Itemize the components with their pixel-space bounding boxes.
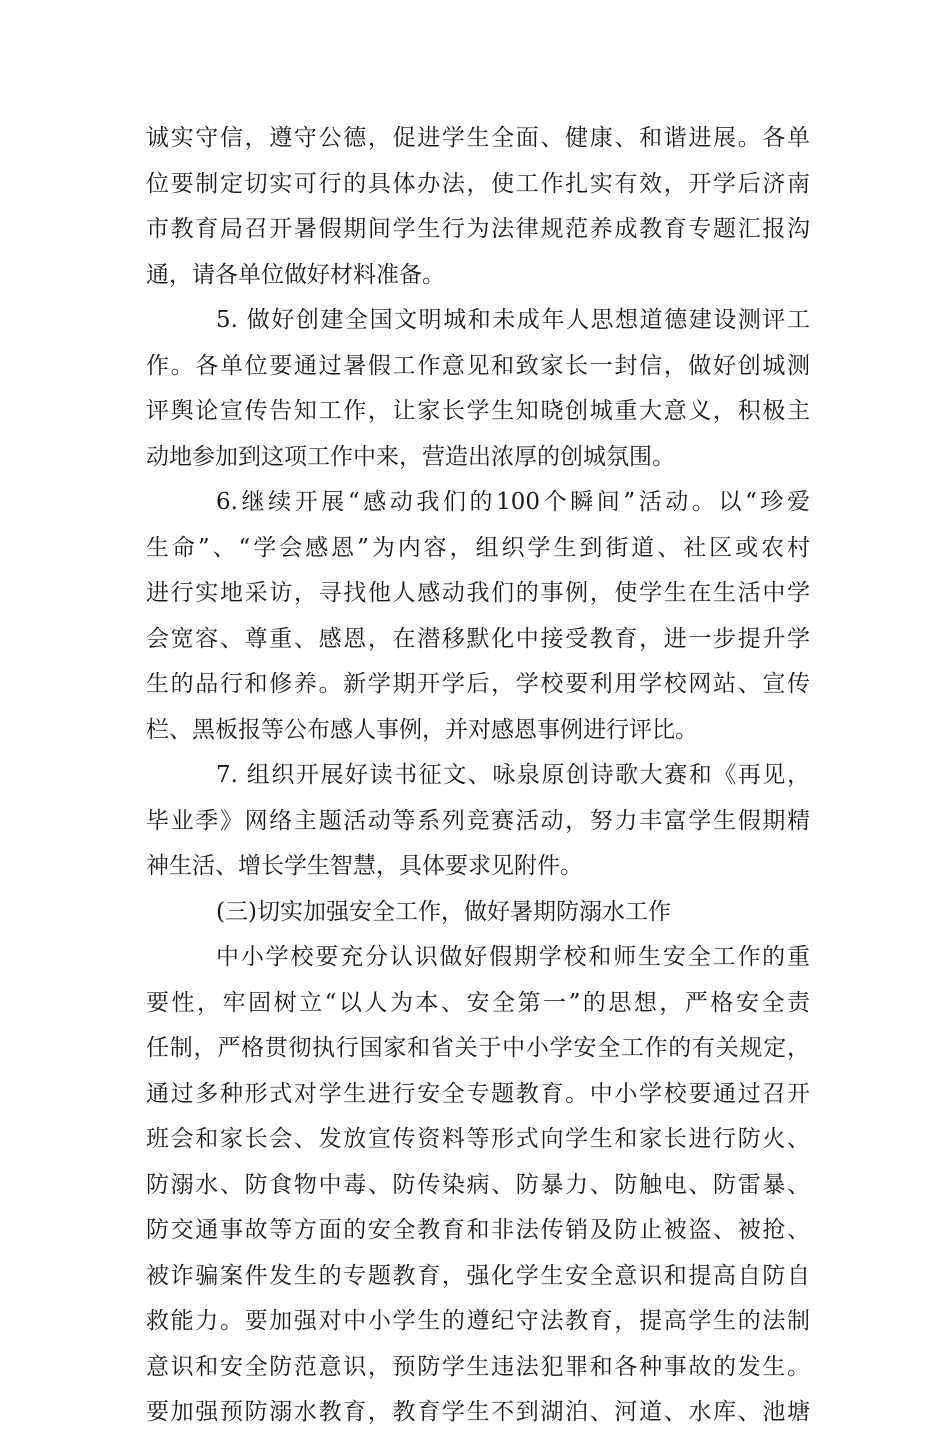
text-line: 位要制定切实可行的具体办法，使工作扎实有效，开学后济南	[146, 170, 810, 197]
text-line: 5. 做好创建全国文明城和未成年人思想道德建设测评工	[216, 307, 810, 333]
text-line: 防交通事故等方面的安全教育和非法传销及防止被盗、被抢、	[146, 1217, 810, 1243]
text-line: 生的品行和修养。新学期开学后，学校要利用学校网站、宣传	[146, 671, 810, 697]
text-line: 栏、黑板报等公布感人事例，并对感恩事例进行评比。	[146, 716, 698, 743]
text-line: 市教育局召开暑假期间学生行为法律规范养成教育专题汇报沟	[146, 216, 810, 242]
text-line: 7. 组织开展好读书征文、咏泉原创诗歌大赛和《再见，	[216, 762, 810, 788]
text-line: 意识和安全防范意识，预防学生违法犯罪和各种事故的发生。	[146, 1353, 810, 1380]
text-line: 中小学校要充分认识做好假期学校和师生安全工作的重	[216, 944, 810, 970]
document-body	[146, 116, 810, 1436]
text-line: 被诈骗案件发生的专题教育，强化学生安全意识和提高自防自	[146, 1262, 810, 1289]
text-line: 要加强预防溺水教育，教育学生不到湖泊、河道、水库、池塘	[146, 1399, 810, 1425]
text-line: 通，请各单位做好材料准备。	[146, 261, 445, 288]
text-line: 评舆论宣传告知工作，让家长学生知晓创城重大意义，积极主	[146, 398, 810, 424]
text-line: 通过多种形式对学生进行安全专题教育。中小学校要通过召开	[146, 1080, 810, 1107]
text-line: 任制，严格贯彻执行国家和省关于中小学安全工作的有关规定，	[146, 1035, 810, 1061]
text-line: 防溺水、防食物中毒、防传染病、防暴力、防触电、防雷暴、	[146, 1171, 810, 1198]
text-line: 生命”、“学会感恩”为内容，组织学生到街道、社区或农村	[146, 534, 810, 561]
text-line: 会宽容、尊重、感恩，在潜移默化中接受教育，进一步提升学	[146, 625, 810, 652]
text-line: 动地参加到这项工作中来，营造出浓厚的创城氛围。	[146, 443, 675, 470]
text-line: 作。各单位要通过暑假工作意见和致家长一封信，做好创城测	[146, 352, 810, 379]
text-line: 6.继续开展“感动我们的100个瞬间”活动。以“珍爱	[216, 489, 810, 515]
text-line: 要性，牢固树立“以人为本、安全第一”的思想，严格安全责	[146, 989, 810, 1016]
text-line: 毕业季》网络主题活动等系列竞赛活动，努力丰富学生假期精	[146, 807, 810, 834]
text-line: 神生活、增长学生智慧，具体要求见附件。	[146, 853, 583, 879]
text-line: 诚实守信，遵守公德，促进学生全面、健康、和谐进展。各单	[146, 125, 810, 151]
text-line: 班会和家长会、发放宣传资料等形式向学生和家长进行防火、	[146, 1126, 810, 1152]
section-heading: (三)切实加强安全工作，做好暑期防溺水工作	[216, 898, 671, 925]
text-line: 救能力。要加强对中小学生的遵纪守法教育，提高学生的法制	[146, 1308, 810, 1334]
text-line: 进行实地采访，寻找他人感动我们的事例，使学生在生活中学	[146, 580, 810, 606]
